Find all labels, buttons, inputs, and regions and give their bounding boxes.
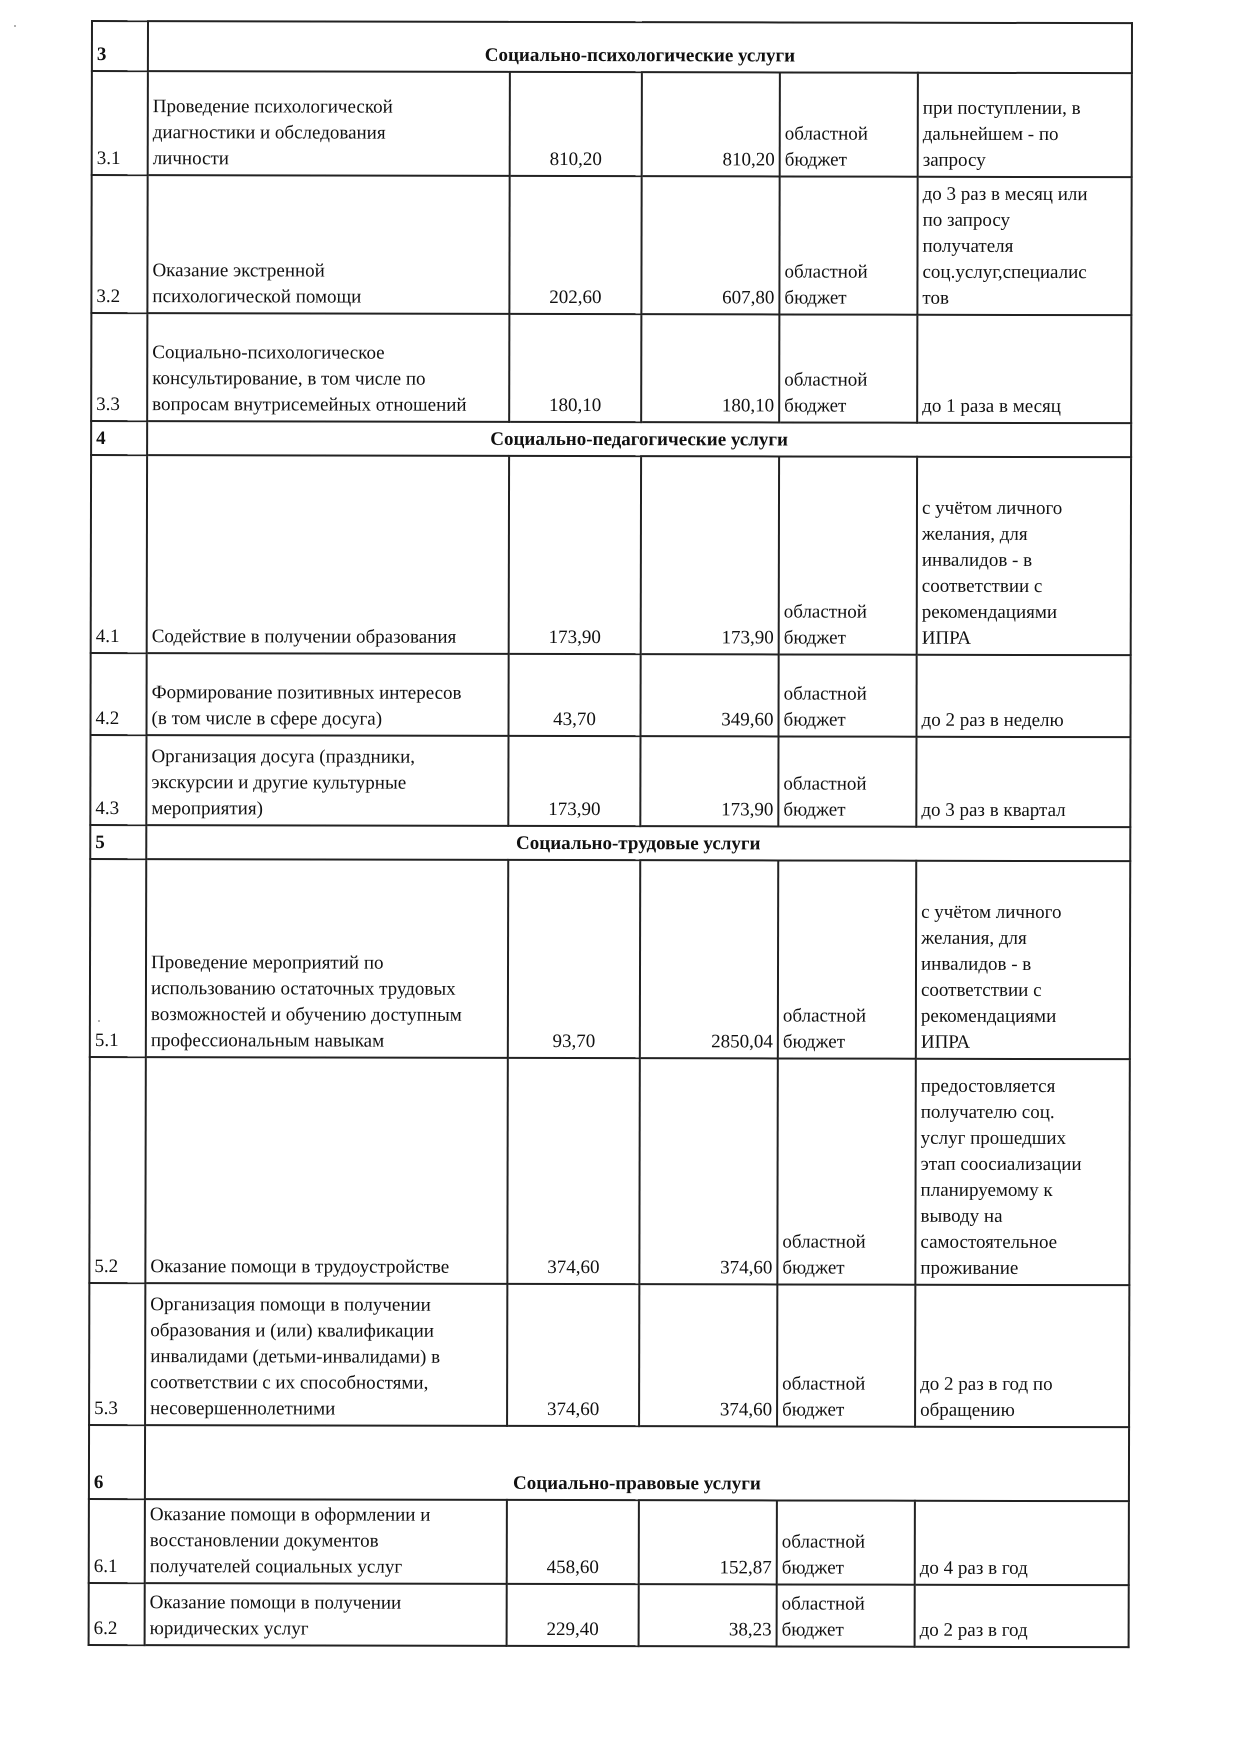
tariff-value: 458,60 (507, 1500, 639, 1584)
cost-value: 607,80 (641, 176, 779, 314)
tariff-value: 173,90 (509, 456, 641, 654)
cost-value: 374,60 (639, 1284, 777, 1426)
cost-value: 38,23 (639, 1584, 777, 1646)
table-row (91, 313, 1131, 423)
frequency: до 1 раза в месяц (917, 315, 1131, 423)
cost-value: 152,87 (639, 1500, 777, 1584)
services-table (88, 20, 1133, 1648)
section-number: 4 (91, 421, 147, 455)
section-title: Социально-педагогические услуги (147, 421, 1131, 457)
service-name: Проведение психологической диагностики и обследования личности (148, 71, 510, 176)
section-header-row (91, 421, 1131, 457)
table-row (89, 1283, 1129, 1427)
scan-speck (14, 25, 16, 27)
section-title: Социально-психологические услуги (148, 21, 1132, 73)
row-number: 3.1 (92, 71, 148, 175)
funding-source: областной бюджет (779, 654, 917, 736)
funding-source: областной бюджет (777, 1584, 915, 1646)
section-title: Социально-правовые услуги (145, 1425, 1129, 1501)
service-name: Организация досуга (праздники, экскурсии и другие культурные мероприятия) (146, 735, 508, 826)
funding-source: областной бюджет (777, 1500, 915, 1584)
frequency: до 3 раз в месяц или по запросу получателя соц.услуг,специалис тов (917, 177, 1131, 315)
tariff-value: 43,70 (509, 654, 641, 736)
table-row (91, 455, 1131, 655)
row-number: 3.3 (91, 313, 147, 421)
row-number: 6.2 (89, 1583, 145, 1645)
frequency: до 4 раз в год (915, 1501, 1129, 1585)
tariff-value: 374,60 (507, 1058, 639, 1284)
table-row (90, 735, 1130, 827)
table-row (89, 1499, 1129, 1585)
table-row (89, 1583, 1129, 1647)
row-number: 4.1 (91, 455, 147, 653)
service-name: Проведение мероприятий по использованию остаточных трудовых возможностей и обучению доступным профессиональным навыкам (146, 859, 508, 1058)
section-header-row (90, 825, 1130, 861)
table-row (91, 175, 1131, 315)
funding-source: областной бюджет (777, 1284, 915, 1426)
section-title: Социально-трудовые услуги (146, 825, 1130, 861)
row-number: 4.3 (90, 735, 146, 825)
cost-value: 374,60 (639, 1058, 777, 1284)
tariff-value: 93,70 (508, 860, 640, 1058)
service-name: Оказание помощи в трудоустройстве (145, 1057, 507, 1284)
frequency: до 3 раз в квартал (916, 737, 1130, 827)
funding-source: областной бюджет (778, 860, 916, 1058)
tariff-value: 229,40 (507, 1584, 639, 1646)
section-number: 3 (92, 21, 148, 71)
service-name: Формирование позитивных интересов (в том числе в сфере досуга) (147, 653, 509, 736)
frequency: до 2 раз в год по обращению (915, 1285, 1129, 1427)
funding-source: областной бюджет (779, 176, 917, 314)
row-number: 6.1 (89, 1499, 145, 1583)
table-row (90, 859, 1130, 1059)
service-name: Оказание помощи в оформлении и восстановлении документов получателей социальных услуг (145, 1499, 507, 1584)
funding-source: областной бюджет (778, 736, 916, 826)
row-number: 5.1 (90, 859, 146, 1057)
service-name: Оказание помощи в получении юридических услуг (145, 1583, 507, 1646)
row-number: 5.3 (89, 1283, 145, 1425)
table-row (89, 1057, 1129, 1285)
section-header-row (92, 21, 1132, 73)
tariff-value: 374,60 (507, 1284, 639, 1426)
frequency: предостовляется получателю соц. услуг прошедших этап соосиализации планируемому к выводу на самостоятельное проживание (915, 1059, 1129, 1285)
funding-source: областной бюджет (779, 314, 917, 422)
frequency: с учётом личного желания, для инвалидов - в соответствии с рекомендациями ИПРА (917, 457, 1131, 655)
frequency: с учётом личного желания, для инвалидов - в соответствии с рекомендациями ИПРА (916, 861, 1130, 1059)
section-number: 6 (89, 1425, 145, 1499)
cost-value: 2850,04 (640, 860, 778, 1058)
cost-value: 810,20 (642, 72, 780, 176)
service-name: Содействие в получении образования (147, 455, 509, 654)
table-row (92, 71, 1132, 177)
section-header-row (89, 1425, 1129, 1501)
frequency: до 2 раз в год (915, 1585, 1129, 1647)
row-number: 4.2 (91, 653, 147, 735)
funding-source: областной бюджет (780, 72, 918, 176)
funding-source: областной бюджет (779, 456, 917, 654)
service-name: Оказание экстренной психологической помощи (147, 175, 509, 314)
tariff-value: 202,60 (509, 176, 641, 314)
cost-value: 173,90 (641, 456, 779, 654)
table-row (91, 653, 1131, 737)
tariff-value: 180,10 (509, 314, 641, 422)
section-number: 5 (90, 825, 146, 859)
cost-value: 173,90 (640, 736, 778, 826)
row-number: 5.2 (89, 1057, 145, 1283)
funding-source: областной бюджет (777, 1058, 915, 1284)
tariff-value: 173,90 (508, 736, 640, 826)
frequency: до 2 раз в неделю (917, 655, 1131, 737)
tariff-value: 810,20 (510, 72, 642, 176)
row-number: 3.2 (91, 175, 147, 313)
frequency: при поступлении, в дальнейшем - по запросу (918, 73, 1132, 177)
cost-value: 180,10 (641, 314, 779, 422)
service-name: Организация помощи в получении образования и (или) квалификации инвалидами (детьми-инвалидами) в соответствии с их способностями, несовершеннолетними (145, 1283, 507, 1426)
cost-value: 349,60 (641, 654, 779, 736)
service-name: Социально-психологическое консультирование, в том числе по вопросам внутрисемейных отношений (147, 313, 509, 422)
